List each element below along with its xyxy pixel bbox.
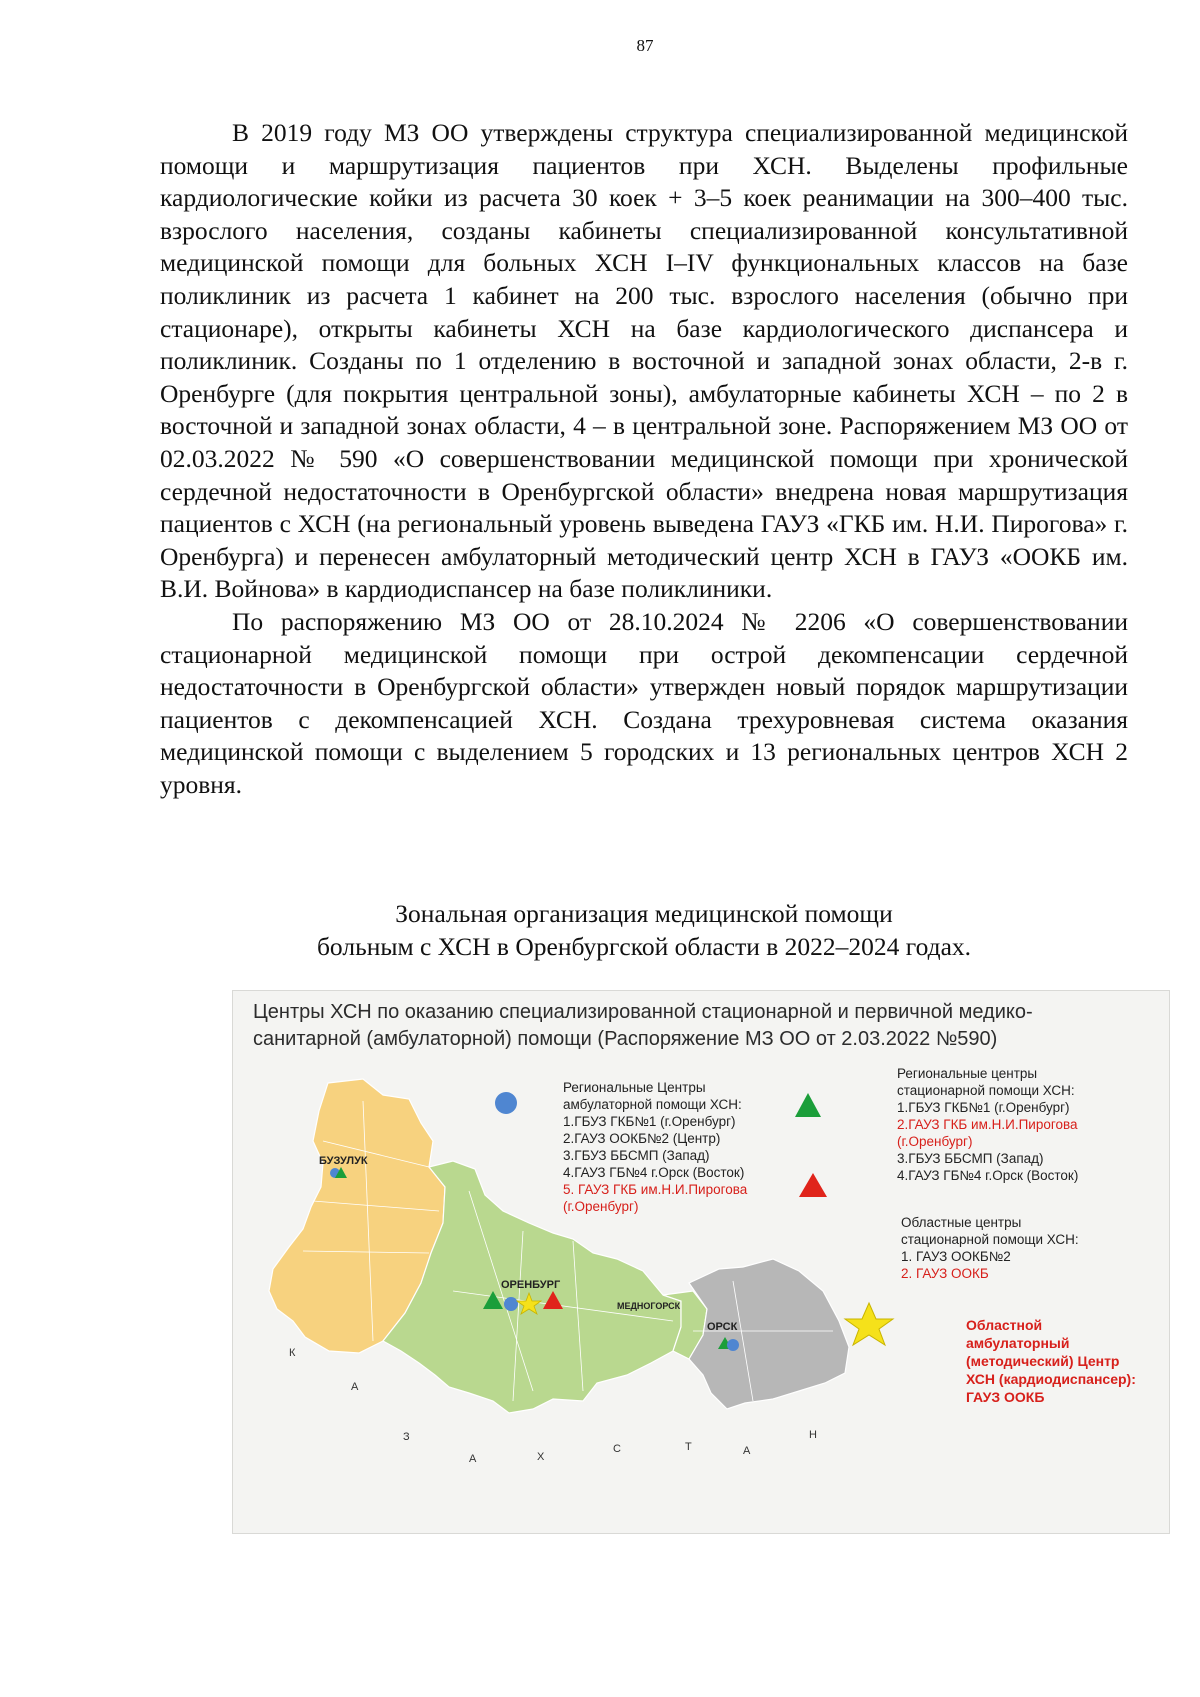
page-number: 87 [636, 36, 654, 55]
map-letter: С [613, 1443, 621, 1455]
oblast-legend-item: 2. ГАУЗ ООКБ [901, 1266, 989, 1281]
yellow-star-legend-icon [845, 1303, 893, 1345]
regional-legend-item: 1.ГБУЗ ГКБ№1 (г.Оренбург) [897, 1100, 1070, 1115]
map-letter: А [743, 1445, 751, 1457]
red-triangle-legend-icon [799, 1173, 827, 1197]
star-legend-line: ГАУЗ ООКБ [966, 1389, 1045, 1405]
regional-legend [897, 1065, 1078, 1184]
ambulatory-legend-item: 4.ГАУЗ ГБ№4 г.Орск (Восток) [563, 1165, 745, 1180]
ambulatory-legend-item-5-city: (г.Оренбург) [563, 1199, 639, 1214]
ambulatory-legend-heading-2: амбулаторной помощи ХСН: [563, 1097, 742, 1112]
ambulatory-legend-item: 1.ГБУЗ ГКБ№1 (г.Оренбург) [563, 1114, 736, 1129]
star-legend-line: Областной [966, 1317, 1043, 1333]
oblast-legend-item: 1. ГАУЗ ООКБ№2 [901, 1249, 1011, 1264]
city-label-buzuluk: БУЗУЛУК [319, 1155, 368, 1167]
oblast-legend [901, 1214, 1079, 1282]
orsk-blue-circle [727, 1339, 739, 1351]
body-text [160, 117, 1128, 801]
paragraph-2: По распоряжению МЗ ОО от 28.10.2024 № 2206 «О совершенствовании стационарной медицинской помощи при острой декомпенсации сердечной недостаточности в Оренбургской области» утвержден новый порядок маршрутизации пациентов с декомпенсацией ХСН. Создана трехуровневая система оказания медицинской помощи с выделением 5 городских и 13 региональных центров ХСН 2 уровня. [160, 606, 1128, 799]
star-legend-line: амбулаторный [966, 1335, 1070, 1351]
caption-line-1: Зональная организация медицинской помощи [395, 899, 893, 928]
green-triangle-legend-icon [795, 1093, 821, 1117]
regional-legend-item: 3.ГБУЗ ББСМП (Запад) [897, 1151, 1044, 1166]
map-letter: А [469, 1453, 477, 1465]
caption-line-2: больным с ХСН в Оренбургской области в 2022–2024 годах. [316, 931, 972, 961]
oblast-legend-heading-1: Областные центры [901, 1215, 1022, 1230]
figure-caption [160, 898, 1128, 963]
figure-title [253, 999, 1153, 1053]
east-zone [689, 1259, 849, 1409]
blue-circle-legend-icon [495, 1092, 517, 1114]
star-legend-line: (методический) Центр [966, 1353, 1120, 1369]
ambulatory-legend-item: 3.ГБУЗ ББСМП (Запад) [563, 1148, 710, 1163]
map-letter: Т [685, 1441, 692, 1453]
map-figure [232, 990, 1170, 1534]
figure-title-line-2: санитарной (амбулаторной) помощи (Распоряжение МЗ ОО от 2.03.2022 №590) [253, 1028, 998, 1050]
paragraph-1: В 2019 году МЗ ОО утверждены структура специализированной медицинской помощи и маршрутизация пациентов при ХСН. Выделены профильные кардиологические койки из расчета 30 коек + 3–5 коек реанимации на 300–400 тыс. взрослого населения, созданы кабинеты специализированной консультативной медицинской помощи для больных ХСН I–IV функциональных классов на базе поликлиник из расчета 1 кабинет на 200 тыс. взрослого населения (обычно при стационаре), открыты кабинеты ХСН на базе кардиологического диспансера и поликлиник. Созданы по 1 отделению в восточной и западной зонах области, 2-в г. Оренбурге (для покрытия центральной зоны), амбулаторные кабинеты ХСН – по 2 в восточной и западной зонах области, 4 – в центральной зоне. Распоряжением МЗ ОО от 02.03.2022 № 590 «О совершенствовании медицинской помощи при хронической сердечной недостаточности в Оренбургской области» внедрена новая маршрутизация пациентов с ХСН (на региональный уровень выведена ГАУЗ «ГКБ им. Н.И. Пирогова» г. Оренбурга) и перенесен амбулаторный методический центр ХСН в ГАУЗ «ООКБ им. В.И. Войнова» в кардиодиспансер на базе поликлиники. [160, 118, 1128, 604]
regional-legend-heading-1: Региональные центры [897, 1066, 1038, 1081]
ambulatory-legend-item-5: 5. ГАУЗ ГКБ им.Н.И.Пирогова [563, 1182, 748, 1197]
map-letter: А [351, 1381, 359, 1393]
city-label-orenburg: ОРЕНБУРГ [501, 1279, 561, 1291]
oblast-legend-heading-2: стационарной помощи ХСН: [901, 1232, 1079, 1247]
city-label-mednogorsk: МЕДНОГОРСК [617, 1301, 681, 1311]
ambulatory-legend-heading-1: Региональные Центры [563, 1080, 706, 1095]
ambulatory-legend-item: 2.ГАУЗ ООКБ№2 (Центр) [563, 1131, 721, 1146]
map-letter: Х [537, 1451, 545, 1463]
star-legend [966, 1316, 1136, 1406]
map-letter: К [289, 1347, 296, 1359]
ambulatory-legend [563, 1079, 747, 1215]
map-letter: З [403, 1431, 410, 1443]
regional-legend-heading-2: стационарной помощи ХСН: [897, 1083, 1075, 1098]
map-letter: Н [809, 1429, 817, 1441]
regional-legend-item: 2.ГАУЗ ГКБ им.Н.И.Пирогова [897, 1117, 1078, 1132]
city-label-orsk: ОРСК [707, 1321, 738, 1333]
regional-legend-item: (г.Оренбург) [897, 1134, 973, 1149]
regional-legend-item: 4.ГАУЗ ГБ№4 г.Орск (Восток) [897, 1168, 1079, 1183]
orenburg-blue-circle [504, 1297, 518, 1311]
star-legend-line: ХСН (кардиодиспансер): [966, 1371, 1136, 1387]
figure-title-line-1: Центры ХСН по оказанию специализированной стационарной и первичной медико- [253, 1001, 1033, 1023]
